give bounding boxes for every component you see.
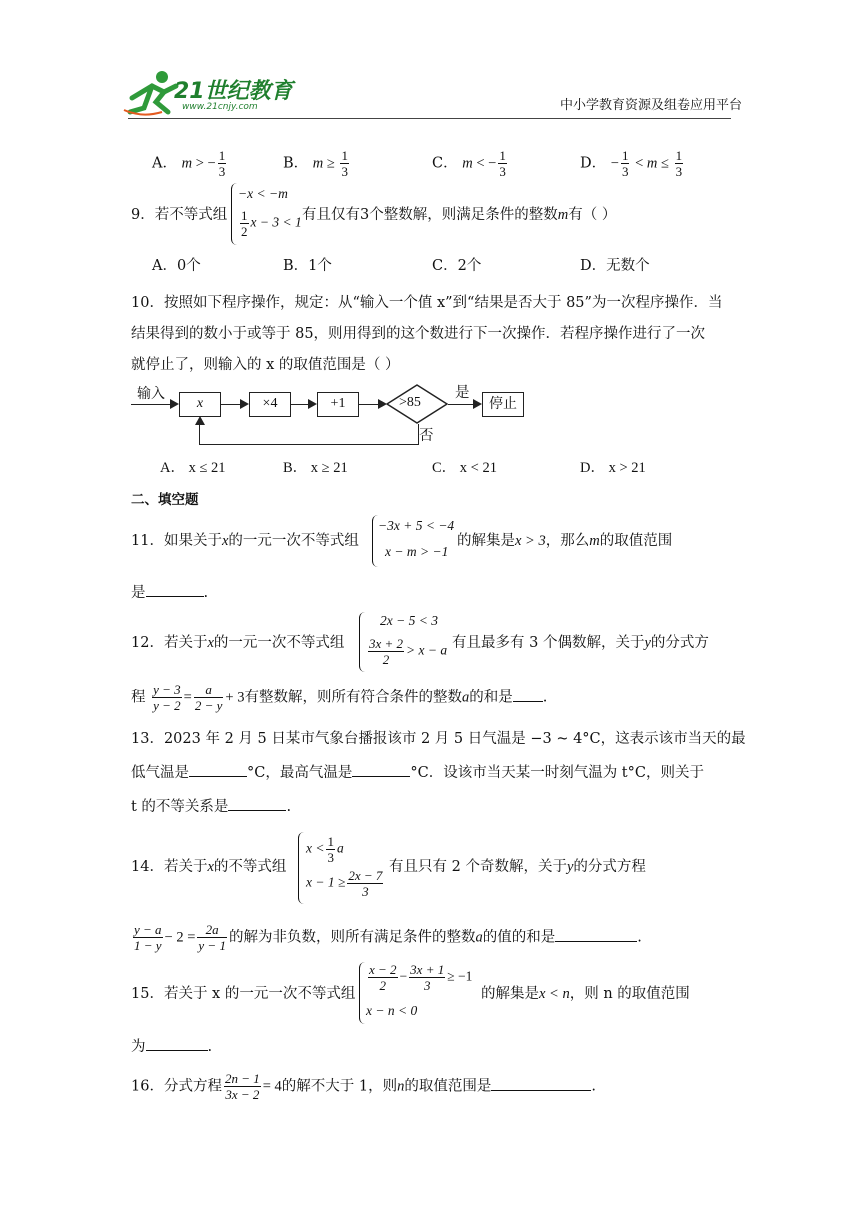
answer-blank[interactable]	[146, 1036, 208, 1051]
q14-brace	[298, 832, 305, 904]
answer-blank[interactable]	[513, 687, 543, 702]
flow-arrow-4	[358, 404, 378, 405]
q15-line2: 为 .	[131, 1036, 212, 1057]
flow-box-times4: ×4	[249, 392, 291, 417]
q15-sys-line2: x − n < 0	[366, 1003, 418, 1018]
flow-input-label: 输入	[137, 386, 165, 402]
flow-arrowhead	[240, 399, 249, 409]
q10-option-b: B． x ≥ 21	[283, 460, 348, 476]
q8-option-a: A． m > − $\frac{1}{3}$	[152, 148, 226, 179]
runner-logo-icon	[122, 68, 182, 118]
answer-blank[interactable]	[146, 582, 204, 597]
q11-sys-line2: x − m > −1	[385, 544, 449, 559]
q10-line1: 10．按照如下程序操作，规定：从“输入一个值 x”到“结果是否大于 85”为一次程序操作．当	[131, 295, 723, 311]
answer-blank[interactable]	[189, 762, 247, 777]
q15-sys-line1: $\frac{x - 2}{2}$ − $\frac{3x + 1}{3}$ ≥ −1	[369, 962, 473, 993]
q14-lead: 14．若关于x的不等式组	[131, 859, 287, 875]
q15-brace	[359, 962, 366, 1024]
flow-arrowhead	[170, 399, 179, 409]
q11-lead: 11．如果关于x的一元一次不等式组	[131, 533, 359, 549]
q13-line2: 低气温是 °C，最高气温是 °C．设该市当天某一时刻气温为 t°C，则关于	[131, 762, 704, 783]
q9-option-a: A．0个	[152, 258, 201, 274]
answer-blank[interactable]	[228, 796, 286, 811]
answer-blank[interactable]	[352, 762, 410, 777]
flow-no-label: 否	[419, 428, 434, 444]
q13-line3: t 的不等关系是 .	[131, 796, 291, 817]
q16-line: 16．分式方程 $\frac{2n - 1}{3x - 2}$ = 4的解不大于 1，则n的取值范围是 .	[131, 1071, 596, 1102]
q10-option-c: C． x < 21	[432, 460, 497, 476]
logo-title: 21世纪教育	[174, 79, 293, 104]
header-logo	[122, 68, 297, 120]
flow-arrowhead	[473, 399, 482, 409]
q11-tail: 的解集是x > 3，那么m的取值范围	[457, 533, 673, 549]
q10-line2: 结果得到的数小于或等于 85，则用得到的这个数进行下一次操作．若程序操作进行了一次	[131, 326, 706, 342]
flow-box-stop: 停止	[482, 392, 524, 417]
flow-arrowhead	[308, 399, 317, 409]
q12-sys-line1: 2x − 5 < 3	[380, 613, 438, 628]
section-title: 二、填空题	[131, 492, 199, 508]
q9-option-c: C．2个	[432, 258, 482, 274]
q9-number: 9．若不等式组	[131, 207, 228, 223]
flow-arrow-3	[290, 404, 308, 405]
answer-blank[interactable]	[555, 927, 637, 942]
q14-sys-line1: x < $\frac{1}{3}$ a	[306, 834, 344, 865]
q14-tail: 有且只有 2 个奇数解，关于y的分式方程	[389, 859, 646, 875]
answer-blank[interactable]	[491, 1076, 591, 1091]
q9-option-b: B．1个	[283, 258, 332, 274]
q9-option-d: D．无数个	[580, 258, 650, 274]
q10-option-d: D． x > 21	[580, 460, 646, 476]
q13-line1: 13．2023 年 2 月 5 日某市气象台播报该市 2 月 5 日气温是 −3 ~ 4°C，这表示该市当天的最	[131, 731, 746, 747]
q12-brace	[359, 612, 366, 672]
q12-line2: 程 $\frac{y - 3}{y - 2}$ = $\frac{a}{2 - y}$ + 3有整数解，则所有符合条件的整数a的和是 .	[131, 682, 548, 713]
flow-loop-arrowhead	[195, 416, 205, 425]
q12-sys-line2: $\frac{3x + 2}{2}$ > x − a	[369, 636, 448, 667]
q8-option-b: B． m ≥ $\frac{1}{3}$	[283, 148, 348, 179]
q9-sys-line1: −x < −m	[238, 186, 288, 201]
flow-box-x: x	[179, 392, 221, 417]
q15-lead: 15．若关于 x 的一元一次不等式组	[131, 986, 356, 1002]
q9-sys-line2: $\frac{1}{2}$ x − 3 < 1	[241, 208, 302, 239]
q12-lead: 12．若关于x的一元一次不等式组	[131, 635, 345, 651]
header-rule	[128, 118, 731, 119]
q10-option-a: A． x ≤ 21	[160, 460, 226, 476]
q11-line2: 是 .	[131, 582, 208, 603]
site-tagline: 中小学教育资源及组卷应用平台	[560, 98, 743, 113]
flow-box-plus1: +1	[317, 392, 359, 417]
logo-url: www.21cnjy.com	[182, 102, 258, 112]
q9-stem: 有且仅有3个整数解，则满足条件的整数m有（ ）	[302, 207, 617, 223]
flow-yes-label: 是	[455, 385, 470, 401]
flow-loop-line	[199, 424, 419, 445]
q14-line2: $\frac{y - a}{1 - y}$ − 2 = $\frac{2a}{y - 1}$ 的解为非负数，则所有满足条件的整数a的值的和是 .	[134, 922, 642, 953]
flow-arrow-2	[220, 404, 240, 405]
q12-tail: 有且最多有 3 个偶数解，关于y的分式方	[452, 635, 709, 651]
flow-compare-label: >85	[399, 395, 421, 410]
q11-sys-line1: −3x + 5 < −4	[378, 518, 455, 533]
q9-brace	[231, 183, 238, 245]
flow-arrow-input	[131, 404, 171, 405]
flow-arrow-yes	[448, 404, 474, 405]
q10-line3: 就停止了，则输入的 x 的取值范围是（ ）	[131, 357, 400, 373]
q14-sys-line2: x − 1 ≥ $\frac{2x - 7}{3}$	[306, 868, 383, 899]
q8-option-c: C． m < − $\frac{1}{3}$	[432, 148, 506, 179]
q15-tail: 的解集是x < n，则 n 的取值范围	[481, 986, 690, 1002]
q8-option-d: D． − $\frac{1}{3}$ < m ≤ $\frac{1}{3}$	[580, 148, 683, 179]
